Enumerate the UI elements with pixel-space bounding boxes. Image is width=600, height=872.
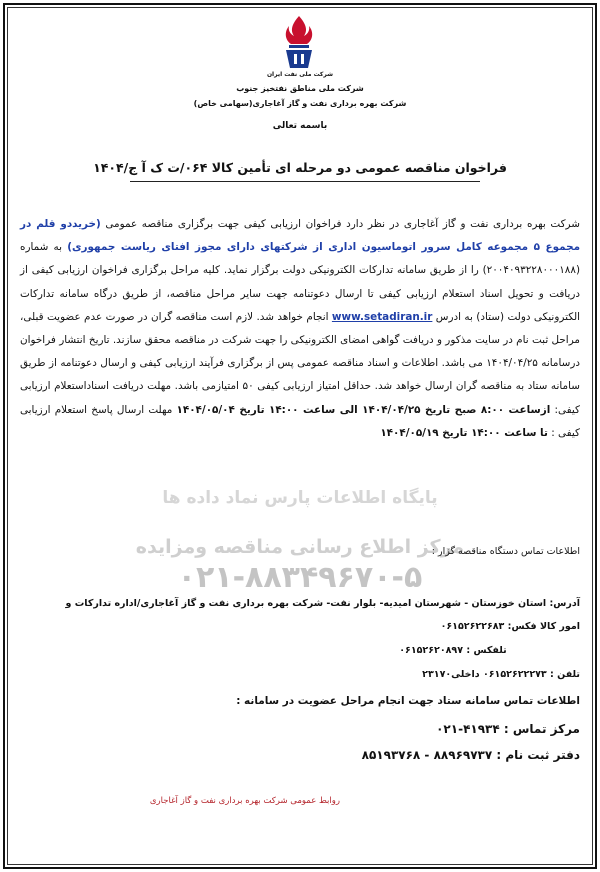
tender-subject: (خریددو قلم در مجموع ۵ مجموعه کامل سرور اتوماسیون اداری از شرکتهای دارای مجوز افتای ریاست جمهوری): [20, 218, 581, 254]
title-underline: [130, 181, 480, 182]
fax-number: امور کالا فکس: ۰۶۱۵۲۶۲۲۶۸۳: [440, 621, 580, 632]
response-deadline: تا ساعت ۱۴:۰۰ تاریخ ۱۴۰۴/۰۵/۱۹: [380, 426, 548, 439]
basmala: باسمه تعالی: [272, 121, 328, 131]
setad-call-center: مرکز تماس : ۴۱۹۳۴-۰۲۱: [436, 722, 580, 736]
company-line-2: شرکت بهره برداری نفت و گاز آغاجاری(سهامی خاص): [193, 99, 407, 108]
document-receipt-deadline: ازساعت ۸:۰۰ صبح تاریخ ۱۴۰۴/۰۴/۲۵ الی ساعت ۱۴:۰۰ تاریخ ۱۴۰۴/۰۵/۰۴: [176, 403, 551, 416]
phone-number: تلفن : ۰۶۱۵۲۶۲۲۲۷۳ داخلی۲۳۱۷۰: [422, 669, 580, 680]
watermark-phone: ۰۲۱-۸۸۳۴۹۶۷۰-۵: [177, 560, 423, 595]
watermark-line-2: مرکز اطلاع رسانی مناقصه ومزایده: [135, 536, 465, 558]
body-text-5: مهلت ارسال پاسخ استعلام ارزیابی کیفی :: [20, 403, 580, 439]
watermark-line-1: پایگاه اطلاعات پارس نماد داده ها: [162, 488, 438, 508]
telfax-number: تلفکس : ۰۶۱۵۲۶۲۰۸۹۷: [399, 645, 507, 656]
org-name-small: شرکت ملی نفت ایران: [266, 71, 334, 78]
setad-registry-office: دفتر ثبت نام : ۸۸۹۶۹۷۳۷ - ۸۵۱۹۳۷۶۸: [361, 748, 580, 762]
body-text-2: به شماره (۲۰۰۴۰۹۳۲۲۸۰۰۰۱۸۸) را از طریق سامانه تدارکات الکترونیکی دولت برگزار نماید.: [20, 241, 580, 277]
notice-title: فراخوان مناقصه عمومی دو مرحله ای تأمین کالا ۰۶۴/ت ک آ ج/۱۴۰۴: [93, 160, 507, 175]
address-line-2: [20, 621, 580, 632]
body-text-1: شرکت بهره برداری نفت و گاز آغاجاری در نظر دارد فراخوان ارزیابی کیفی جهت برگزاری مناقصه عمومی: [105, 218, 580, 230]
public-relations-signature: روابط عمومی شرکت بهره برداری نفت و گاز آغاجاری: [149, 796, 340, 806]
company-line-1: شرکت ملی مناطق نفتخیز جنوب: [236, 84, 364, 93]
nioc-flame-logo-icon: [268, 14, 330, 70]
body-text-4: انجام خواهد شد. لازم است مناقصه گران در صورت عدم عضویت قبلی، مراحل ثبت نام در سایت مذکور و دریافت گواهی امضای الکترونیکی را جهت شرکت در مناقصه محقق سازند. تاریخ انتشار فراخوان درسامانه ۱۴۰۴/۰۴/۲۵ می باشد. اطلاعات و اسناد مناقصه عمومی پس از برگزاری فرآیند ارزیابی کیفی و ارسال دعوتنامه از طریق سامانه ستاد به مناقصه گران ارسال خواهد شد. حداقل امتیاز ارزیابی کیفی ۵۰ امتیازمی باشد. مهلت دریافت اسناداستعلام ارزیابی کیفی:: [20, 310, 581, 416]
setad-website-link[interactable]: www.setadiran.ir: [331, 310, 433, 323]
contact-heading: اطلاعات تماس دستگاه مناقصه گزار :: [431, 546, 580, 557]
address-line-1: آدرس: استان خوزستان - شهرستان امیدیه- بلوار نفت- شرکت بهره برداری نفت و گاز آغاجاری/اداره تدارکات و: [65, 598, 580, 609]
notice-body: [20, 213, 580, 445]
setad-contact-heading: اطلاعات تماس سامانه ستاد جهت انجام مراحل عضویت در سامانه :: [236, 695, 580, 707]
body-text-3: کلیه مراحل برگزاری فراخوان ارزیابی کیفی از دریافت و تحویل اسناد استعلام ارزیابی کیفی تا ارسال دعوتنامه جهت سایر مراحل مناقصه، از طریق درگاه سامانه تدارکات الکترونیکی دولت (ستاد) به ادرس: [20, 264, 580, 323]
telfax-line: [150, 645, 580, 656]
